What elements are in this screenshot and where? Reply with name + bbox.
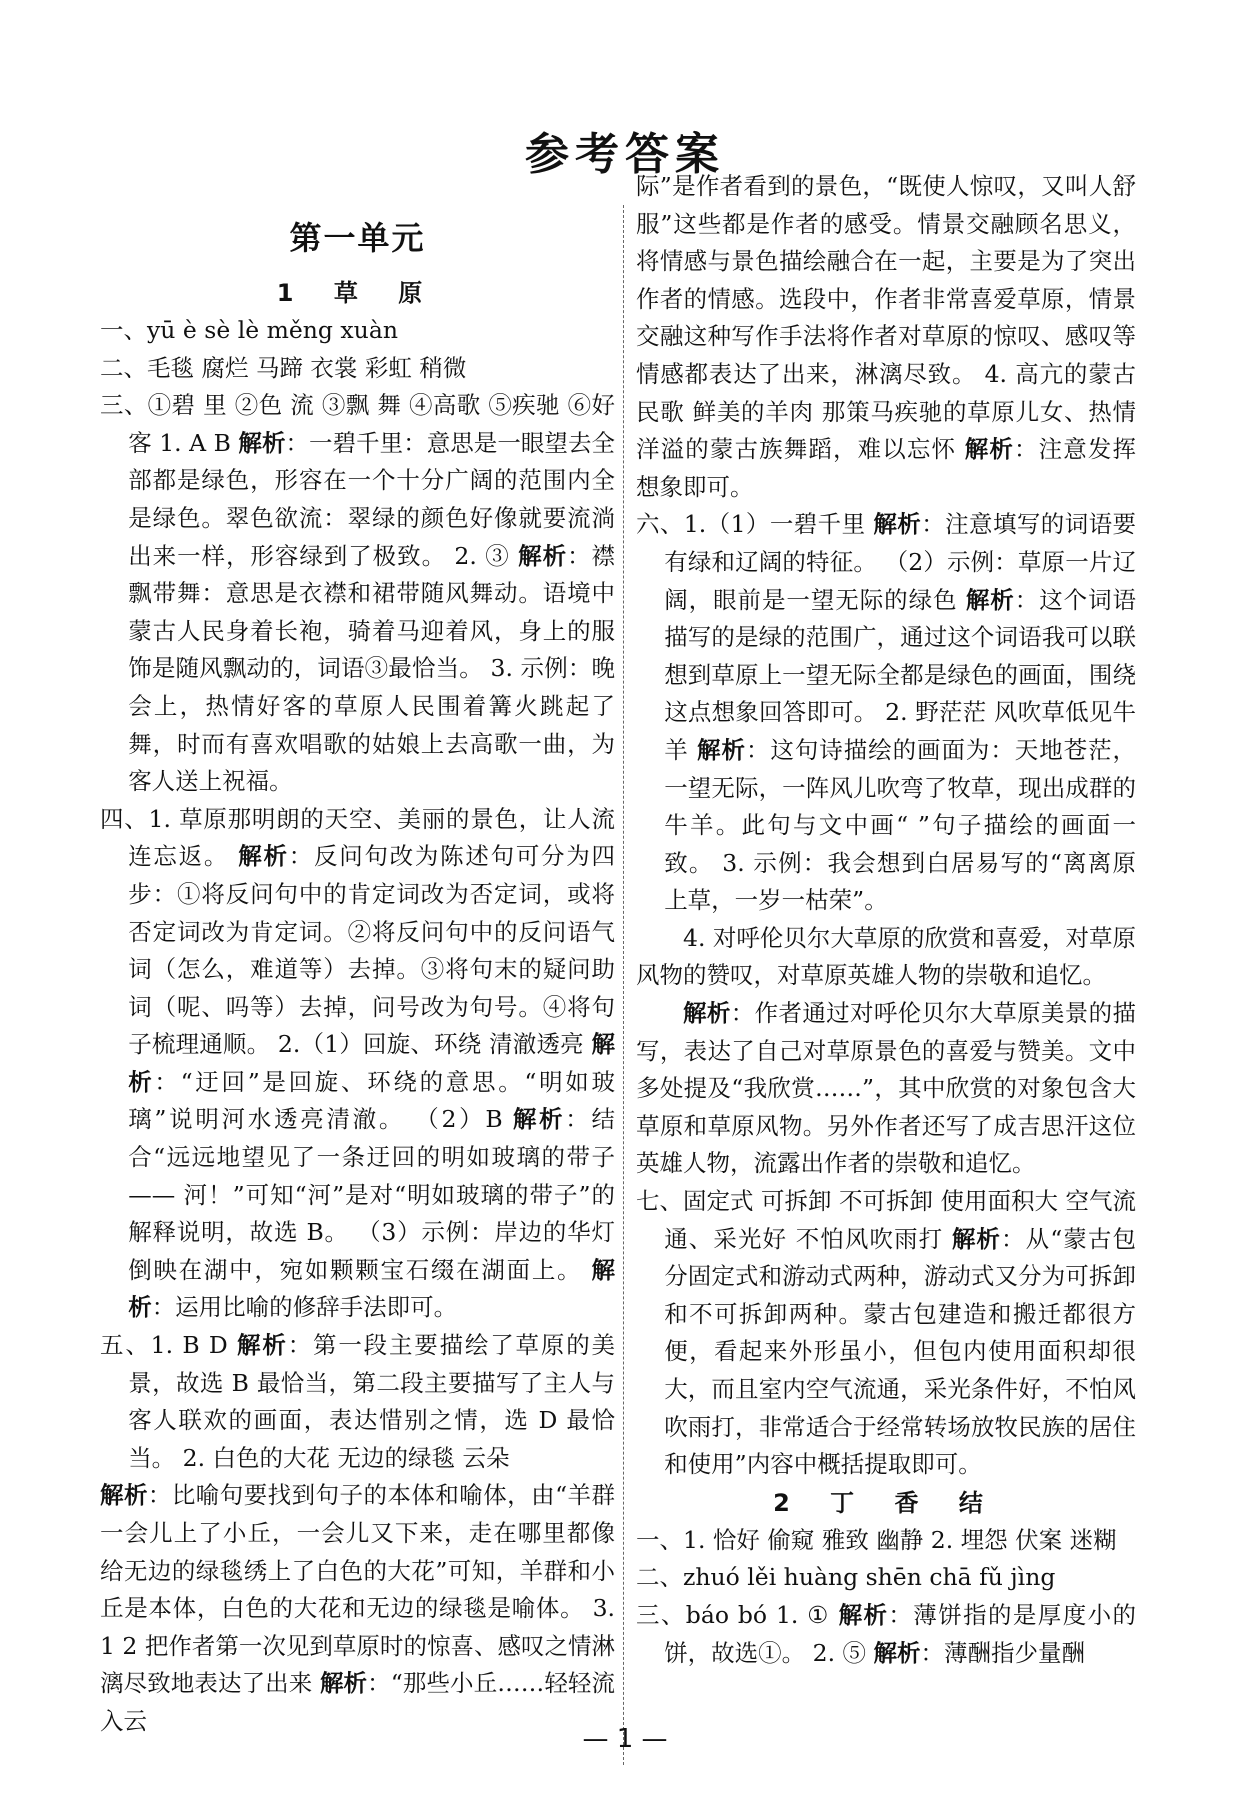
- answer-paragraph: 4. 对呼伦贝尔大草原的欣赏和喜爱，对草原风物的赞叹，对草原英雄人物的崇敬和追忆。: [636, 923, 1136, 990]
- left-column: [100, 208, 615, 1741]
- answer-item: 五、1. B D 解析：第一段主要描绘了草原的美景，故选 B 最恰当，第二段主要描写了主人与客人联欢的画面，表达惜别之情，选 D 最恰当。 2. 白色的大花 无边的绿毯 云朵: [100, 1331, 616, 1472]
- answer-paragraph: 际”是作者看到的景色，“既使人惊叹，又叫人舒服”这些都是作者的感受。情景交融顾名思义，将情感与景色描绘融合在一起，主要是为了突出作者的情感。选段中，作者非常喜爱草原，情景交融这种写作手法将作者对草原的惊叹、感叹等情感都表达了出来，淋漓尽致。 4. 高亢的蒙古民歌 鲜美的羊肉 那策马疾驰的草原儿女、热情洋溢的蒙古族舞蹈，难以忘怀 解析：注意发挥想象即可。: [636, 172, 1137, 501]
- answer-item: 二、毛毯 腐烂 马蹄 衣裳 彩虹 稍微: [100, 353, 467, 382]
- right-column: [636, 168, 1136, 1672]
- analysis-label: 解析: [238, 842, 289, 871]
- analysis-label: 解析: [237, 1331, 288, 1360]
- analysis-label: 解析: [518, 541, 568, 570]
- answer-item: 一、1. 恰好 偷窥 雅致 幽静 2. 埋怨 伏案 迷糊: [636, 1525, 1117, 1554]
- analysis-label: 解析: [512, 1105, 566, 1134]
- unit-title: 第一单元: [289, 219, 426, 257]
- answer-paragraph: 解析：作者通过对呼伦贝尔大草原美景的描写，表达了自己对草原景色的喜爱与赞美。文中多处提及“我欣赏……”，其中欣赏的对象包含大草原和草原风物。另外作者还写了成吉思汗这位英雄人物，流露出作者的崇敬和追忆。: [636, 999, 1137, 1178]
- analysis-label: 解析: [319, 1669, 368, 1698]
- page-number: — 1 —: [582, 1724, 668, 1754]
- page-title: 参考答案: [525, 129, 725, 180]
- analysis-label: 解析: [100, 1481, 148, 1510]
- analysis-label: 解析: [697, 735, 746, 764]
- analysis-label: 解析: [238, 428, 286, 457]
- answer-item: 四、1. 草原那明朗的天空、美丽的景色，让人流连忘返。 解析：反问句改为陈述句可分为四步：①将反问句中的肯定词改为否定词，或将否定词改为肯定词。②将反问句中的反问语气词（怎么，难道等）去掉。③将句末的疑问助词（呢、吗等）去掉，问号改为句号。④将句子梳理通顺。 2.（1）回旋、环绕 清澈透亮 解析：“迂回”是回旋、环绕的意思。“明如玻璃”说明河水透亮清澈。 （2）B 解析：结合“远远地望见了一条迂回的明如玻璃的带子—— 河！”可知“河”是对“明如玻璃的带子”的解释说明，故选 B。 （3）示例：岸边的华灯倒映在湖中，宛如颗颗宝石缀在湖面上。 解析：运用比喻的修辞手法即可。: [100, 804, 615, 1322]
- lesson-title-1: 1 草 原: [276, 279, 439, 307]
- answer-paragraph: 解析：比喻句要找到句子的本体和喻体，由“羊群一会儿上了小丘，一会儿又下来，走在哪里都像给无边的绿毯绣上了白色的大花”可知，羊群和小丘是本体，白色的大花和无边的绿毯是喻体。 3. 1 2 把作者第一次见到草原时的惊喜、感叹之情淋漓尽致地表达了出来 解析：“那些小丘……轻轻流入云: [100, 1481, 616, 1735]
- answer-item: 六、1.（1）一碧千里 解析：注意填写的词语要有绿和辽阔的特征。 （2）示例：草原一片辽阔，眼前是一望无际的绿色 解析：这个词语描写的是绿的范围广，通过这个词语我可以联想到草原上一望无际全都是绿色的画面，围绕这点想象回答即可。 2. 野茫茫 风吹草低见牛羊 解析：这句诗描绘的画面为：天地苍茫，一望无际，一阵风儿吹弯了牧草，现出成群的牛羊。此句与文中画“ ”句子描绘的画面一致。 3. 示例：我会想到白居易写的“离离原上草，一岁一枯荣”。: [636, 510, 1137, 915]
- answer-item: 二、zhuó lěi huàng shēn chā fǔ jìng: [636, 1563, 1056, 1592]
- analysis-label: 解析: [951, 1224, 1002, 1253]
- analysis-label: 解析: [965, 585, 1015, 614]
- analysis-label: 解析: [873, 510, 922, 539]
- analysis-label: 解析: [128, 1030, 615, 1096]
- answer-item: 一、yū è sè lè měng xuàn: [100, 316, 398, 344]
- analysis-label: 解析: [873, 1638, 921, 1667]
- analysis-label: 解析: [128, 1255, 615, 1322]
- analysis-label: 解析: [838, 1600, 889, 1629]
- analysis-label: 解析: [683, 999, 731, 1028]
- answer-item: 七、固定式 可拆卸 不可拆卸 使用面积大 空气流通、采光好 不怕风吹雨打 解析：从“蒙古包分固定式和游动式两种，游动式又分为可拆卸和不可拆卸两种。蒙古包建造和搬迁都很方便，看起来外形虽小，但包内使用面积却很大，而且室内空气流通，采光条件好，不怕风吹雨打，非常适合于经常转场放牧民族的居住和使用”内容中概括提取即可。: [636, 1187, 1136, 1479]
- answer-item: 三、①碧 里 ②色 流 ③飘 舞 ④高歌 ⑤疾驰 ⑥好客 1. A B 解析：一碧千里：意思是一眼望去全部都是绿色，形容在一个十分广阔的范围内全是绿色。翠色欲流：翠绿的颜色好像就要流淌出来一样，形容绿到了极致。 2. ③ 解析：襟飘带舞：意思是衣襟和裙带随风舞动。语境中蒙古人民身着长袍，骑着马迎着风，身上的服饰是随风飘动的，词语③最恰当。 3. 示例：晚会上，热情好客的草原人民围着篝火跳起了舞，时而有喜欢唱歌的姑娘上去高歌一曲，为客人送上祝福。: [100, 391, 616, 796]
- analysis-label: 解析: [964, 435, 1014, 464]
- lesson-title-2: 2 丁 香 结: [773, 1488, 999, 1517]
- answer-item: 三、báo bó 1. ① 解析：薄饼指的是厚度小的饼，故选①。 2. ⑤ 解析：薄酬指少量酬: [636, 1600, 1137, 1667]
- column-divider: [623, 205, 624, 1765]
